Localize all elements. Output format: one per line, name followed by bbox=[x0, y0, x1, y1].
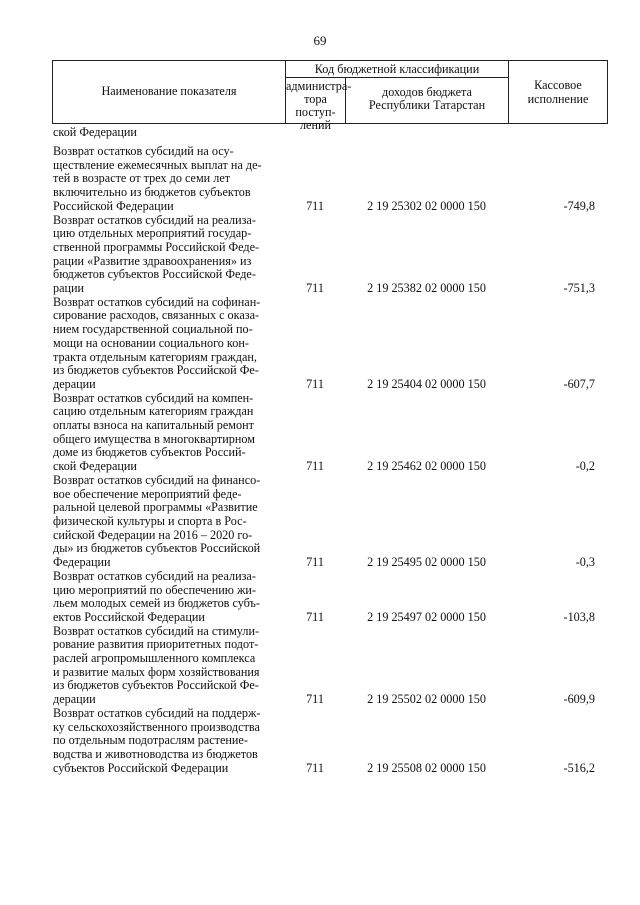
description-line: дерации bbox=[53, 692, 96, 707]
row-description bbox=[53, 474, 285, 570]
table-row bbox=[0, 296, 640, 392]
description-line: дерации bbox=[53, 376, 96, 391]
row-admin-code: 711 bbox=[306, 760, 324, 775]
description-line: оплаты взноса на капитальный ремонт bbox=[53, 418, 254, 433]
row-budget-code: 2 19 25302 02 0000 150 bbox=[367, 198, 486, 213]
description-line: ственной программы Российской Феде- bbox=[53, 239, 260, 254]
row-description bbox=[53, 392, 285, 474]
row-admin-code: 711 bbox=[306, 555, 324, 570]
page-number: 69 bbox=[313, 33, 327, 48]
row-budget-code: 2 19 25382 02 0000 150 bbox=[367, 281, 486, 296]
description-line: рование развития приоритетных подот- bbox=[53, 637, 259, 652]
description-line: рации bbox=[53, 281, 85, 296]
row-budget-code: 2 19 25508 02 0000 150 bbox=[367, 760, 486, 775]
row-admin-code: 711 bbox=[306, 459, 324, 474]
row-budget-code: 2 19 25502 02 0000 150 bbox=[367, 692, 486, 707]
carry-over-text: ской Федерации bbox=[53, 125, 137, 139]
row-cash-amount: -516,2 bbox=[563, 760, 595, 775]
description-line: ку сельскохозяйственного производства bbox=[53, 719, 260, 734]
description-line: ды» из бюджетов субъектов Российской bbox=[53, 541, 261, 556]
description-line: цию мероприятий по обеспечению жи- bbox=[53, 582, 256, 597]
description-line: ектов Российской Федерации bbox=[53, 609, 205, 624]
row-cash-amount: -607,7 bbox=[563, 376, 595, 391]
table-row bbox=[0, 474, 640, 570]
description-line: водства и животноводства из бюджетов bbox=[53, 746, 258, 761]
description-line: ральной целевой программы «Развитие bbox=[53, 500, 258, 515]
table-row bbox=[0, 707, 640, 776]
description-line: Возврат остатков субсидий на стимули- bbox=[53, 623, 260, 638]
description-line: бюджетов субъектов Российской Феде- bbox=[53, 267, 256, 282]
row-cash-amount: -0,2 bbox=[575, 459, 595, 474]
description-line: мощи на основании социального кон- bbox=[53, 335, 249, 350]
row-budget-code: 2 19 25497 02 0000 150 bbox=[367, 609, 486, 624]
description-line: нием государственной социальной по- bbox=[53, 322, 253, 337]
row-description bbox=[53, 625, 285, 707]
description-line: раслей агропромышленного комплекса bbox=[53, 651, 256, 666]
description-line: и развитие малых форм хозяйствования bbox=[53, 664, 260, 679]
description-line: Возврат остатков субсидий на софинан- bbox=[53, 294, 261, 309]
description-line: из бюджетов субъектов Российской Фе- bbox=[53, 678, 259, 693]
row-admin-code: 711 bbox=[306, 281, 324, 296]
table-row bbox=[0, 214, 640, 296]
table-row bbox=[0, 570, 640, 625]
row-admin-code: 711 bbox=[306, 609, 324, 624]
header-code-group: Код бюджетной классификации bbox=[286, 61, 509, 78]
table-row bbox=[0, 145, 640, 214]
row-description bbox=[53, 296, 285, 392]
row-budget-code: 2 19 25462 02 0000 150 bbox=[367, 459, 486, 474]
row-cash-amount: -749,8 bbox=[563, 198, 595, 213]
table-row bbox=[0, 392, 640, 474]
header-name-column: Наименование показателя bbox=[53, 61, 286, 123]
row-cash-amount: -0,3 bbox=[575, 555, 595, 570]
table-body bbox=[0, 145, 640, 775]
description-line: Возврат остатков субсидий на поддерж- bbox=[53, 705, 261, 720]
row-description bbox=[53, 707, 285, 776]
description-line: субъектов Российской Федерации bbox=[53, 760, 229, 775]
description-line: Возврат остатков субсидий на финансо- bbox=[53, 472, 261, 487]
row-description bbox=[53, 214, 285, 296]
header-admin-column: администра- тора поступ- лений bbox=[286, 79, 352, 132]
description-line: из бюджетов субъектов Российской Фе- bbox=[53, 363, 259, 378]
header-income-column: доходов бюджета Республики Татарстан bbox=[346, 78, 509, 123]
description-line: тракта отдельным категориям граждан, bbox=[53, 349, 257, 364]
row-budget-code: 2 19 25495 02 0000 150 bbox=[367, 555, 486, 570]
row-description bbox=[53, 570, 285, 625]
description-line: включительно из бюджетов субъектов bbox=[53, 185, 251, 200]
row-cash-amount: -751,3 bbox=[563, 281, 595, 296]
description-line: Возврат остатков субсидий на осу- bbox=[53, 144, 234, 158]
description-line: льем молодых семей из бюджетов субъ- bbox=[53, 596, 260, 611]
header-cash-column: Кассовое исполнение bbox=[527, 78, 589, 106]
row-cash-amount: -609,9 bbox=[563, 692, 595, 707]
description-line: тей в возрасте от трех до семи лет bbox=[53, 171, 231, 186]
description-line: вое обеспечение мероприятий феде- bbox=[53, 486, 242, 501]
description-line: общего имущества в многоквартирном bbox=[53, 431, 255, 446]
description-line: Возврат остатков субсидий на реализа- bbox=[53, 212, 256, 227]
row-cash-amount: -103,8 bbox=[563, 609, 595, 624]
description-line: по отдельным подотраслям растение- bbox=[53, 733, 248, 748]
row-budget-code: 2 19 25404 02 0000 150 bbox=[367, 376, 486, 391]
description-line: цию отдельных мероприятий государ- bbox=[53, 226, 252, 241]
description-line: рации «Развитие здравоохранения» из bbox=[53, 253, 252, 268]
description-line: ской Федерации bbox=[53, 459, 137, 474]
description-line: сийской Федерации на 2016 – 2020 го- bbox=[53, 527, 253, 542]
description-line: Возврат остатков субсидий на реализа- bbox=[53, 568, 256, 583]
description-line: Возврат остатков субсидий на компен- bbox=[53, 390, 254, 405]
description-line: доме из бюджетов субъектов Россий- bbox=[53, 445, 246, 460]
row-admin-code: 711 bbox=[306, 692, 324, 707]
row-description bbox=[53, 145, 285, 214]
row-admin-code: 711 bbox=[306, 376, 324, 391]
description-line: Российской Федерации bbox=[53, 198, 174, 213]
description-line: сацию отдельным категориям граждан bbox=[53, 404, 254, 419]
row-admin-code: 711 bbox=[306, 198, 324, 213]
description-line: сирование расходов, связанных с оказа- bbox=[53, 308, 260, 323]
description-line: Федерации bbox=[53, 555, 111, 570]
table-row bbox=[0, 625, 640, 707]
description-line: физической культуры и спорта в Рос- bbox=[53, 513, 247, 528]
description-line: ществление ежемесячных выплат на де- bbox=[53, 157, 262, 172]
